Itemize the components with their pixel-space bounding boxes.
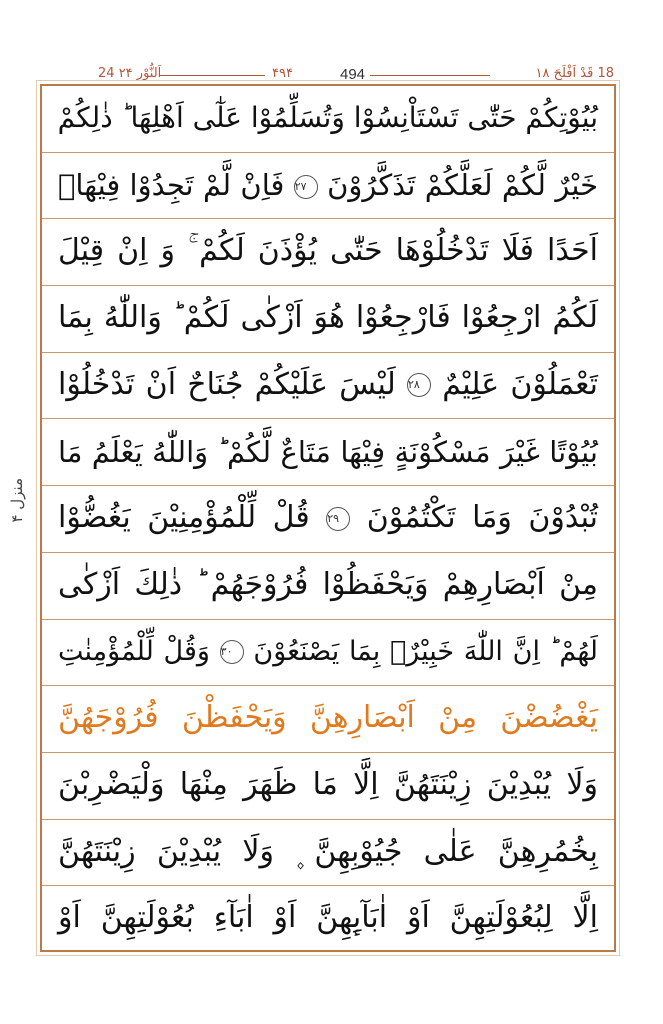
text-line-4: لَكُمُ ارْجِعُوْا فَارْجِعُوْا هُوَ اَزْكٰى لَكُمْ ؕ وَاللّٰهُ بِمَا <box>42 286 614 353</box>
ayah-marker: ٢٧ <box>294 175 318 199</box>
text-line-11: وَلَا یُبْدِیْنَ زِیْنَتَهُنَّ اِلَّا مَا ظَهَرَ مِنْهَا وَلْیَضْرِبْنَ <box>42 753 614 820</box>
text-line-2: خَیْرٌ لَّكُمْ لَعَلَّكُمْ تَذَكَّرُوْنَ ٢٧ فَاِنْ لَّمْ تَجِدُوْا فِیْهَاۤ <box>42 153 614 220</box>
surah-name: 24 اَلنُّوْر ۲۴ <box>98 66 162 81</box>
text-line-8: مِنْ اَبْصَارِهِمْ وَیَحْفَظُوْا فُرُوْجَهُمْ ؕ ذٰلِكَ اَزْكٰى <box>42 553 614 620</box>
text-line-10: یَغْضُضْنَ مِنْ اَبْصَارِهِنَّ وَیَحْفَظْنَ فُرُوْجَهُنَّ <box>42 686 614 753</box>
header-rule-right <box>370 75 490 76</box>
text-line-13: اِلَّا لِبُعُوْلَتِهِنَّ اَوْ اٰبَآىِٕهِنَّ اَوْ اٰبَآءِ بُعُوْلَتِهِنَّ اَوْ <box>58 900 598 936</box>
header-rule-left <box>160 75 265 76</box>
ayah-marker: ٢٩ <box>326 507 350 531</box>
quran-text-frame <box>40 84 616 952</box>
text-line-3: اَحَدًا فَلَا تَدْخُلُوْهَا حَتّٰى یُؤْذَنَ لَكُمْ ۚ وَ اِنْ قِیْلَ <box>42 219 614 286</box>
page-number: 494 <box>340 66 366 83</box>
text-line-1: بُیُوْتِكُمْ حَتّٰى تَسْتَاْنِسُوْا وَتُسَلِّمُوْا عَلٰٓى اَهْلِهَا ؕ ذٰلِكُمْ <box>42 86 614 153</box>
page-header <box>40 66 620 84</box>
ayah-marker: ٣٠ <box>220 640 244 664</box>
text-line-12: بِخُمُرِهِنَّ عَلٰى جُیُوْبِهِنَّ ۪ وَلَا یُبْدِیْنَ زِیْنَتَهُنَّ <box>42 820 614 887</box>
page-number-urdu: ۴۹۴ <box>272 66 293 81</box>
juz-name: 18 قَدْ اَفْلَحَ ۱۸ <box>535 66 614 81</box>
text-line-9: لَهُمْ ؕ اِنَّ اللّٰهَ خَبِیْرٌۢ بِمَا یَصْنَعُوْنَ ٣٠ وَقُلْ لِّلْمُؤْمِنٰتِ <box>42 620 614 687</box>
manzil-marker: منزل ۴ <box>8 478 26 523</box>
text-line-5: تَعْمَلُوْنَ عَلِیْمٌ ٢٨ لَیْسَ عَلَیْكُمْ جُنَاحٌ اَنْ تَدْخُلُوْا <box>42 353 614 420</box>
text-line-6: بُیُوْتًا غَیْرَ مَسْكُوْنَةٍ فِیْهَا مَتَاعٌ لَّكُمْ ؕ وَاللّٰهُ یَعْلَمُ مَا <box>42 420 614 487</box>
text-line-7: تُبْدُوْنَ وَمَا تَكْتُمُوْنَ ٢٩ قُلْ لِّلْمُؤْمِنِیْنَ یَغُضُّوْا <box>42 486 614 553</box>
ayah-marker: ٢٨ <box>407 373 431 397</box>
